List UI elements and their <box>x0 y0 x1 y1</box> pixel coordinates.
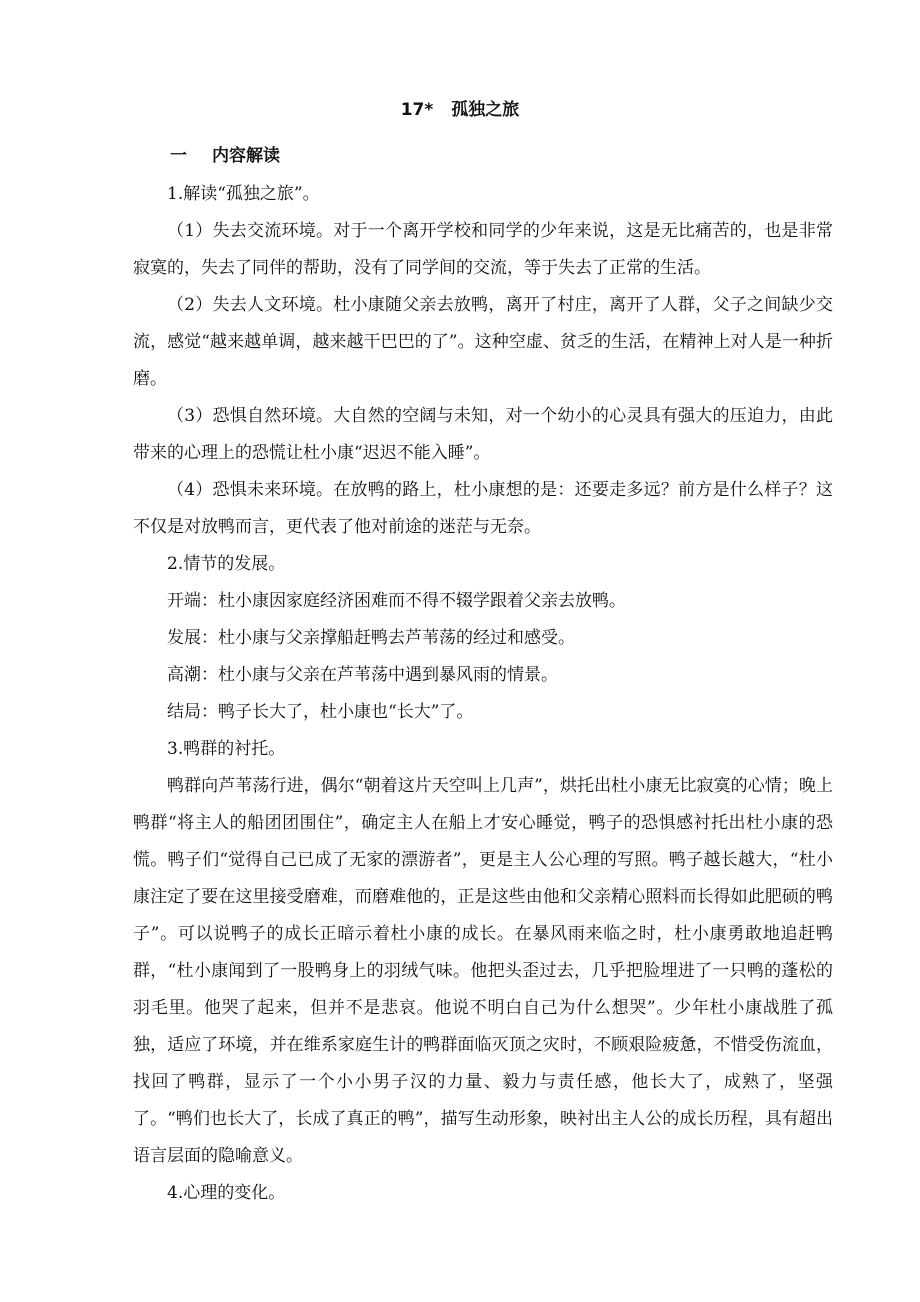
section-heading <box>170 141 280 166</box>
page-title <box>0 95 920 120</box>
paragraph-ducks: 鸭群向芦苇荡行进，偶尔“朝着这片天空叫上几声”，烘托出杜小康无比寂寞的心情；晚上鸭群“将主人的船团团围住”，确定主人在船上才安心睡觉，鸭子的恐惧感衬托出杜小康的恐慌。鸭子们“觉得自己已成了无家的漂游者”，更是主人公心理的写照。鸭子越长越大，“杜小康注定了要在这里接受磨难，而磨难他的，正是这些由他和父亲精心照料而长得如此肥硕的鸭子”。可以说鸭子的成长正暗示着杜小康的成长。在暴风雨来临之时，杜小康勇敢地追赶鸭群，“杜小康闻到了一股鸭身上的羽绒气味。他把头歪过去，几乎把脸埋进了一只鸭的蓬松的羽毛里。他哭了起来，但并不是悲哀。他说不明白自己为什么想哭”。少年杜小康战胜了孤独，适应了环境，并在维系家庭生计的鸭群面临灭顶之灾时，不顾艰险疲惫，不惜受伤流血，找回了鸭群，显示了一个小小男子汉的力量、毅力与责任感，他长大了，成熟了，坚强了。“鸭们也长大了，长成了真正的鸭”，描写生动形象，映衬出主人公的成长历程，具有超出语言层面的隐喻意义。 <box>133 776 833 1166</box>
paragraph-point-2: （2）失去人文环境。杜小康随父亲去放鸭，离开了村庄，离开了人群，父子之间缺少交流，感觉“越来越单调，越来越干巴巴的了”。这种空虚、贫乏的生活，在精神上对人是一种折磨。 <box>133 295 833 389</box>
section-title: 内容解读 <box>212 146 280 166</box>
plot-development: 发展：杜小康与父亲撑船赶鸭去芦苇荡的经过和感受。 <box>167 628 575 648</box>
paragraph-point-4: （4）恐惧未来环境。在放鸭的路上，杜小康想的是：还要走多远？前方是什么样子？这不仅是对放鸭而言，更代表了他对前途的迷茫与无奈。 <box>133 480 833 537</box>
document-body <box>133 176 833 1212</box>
lesson-number: 17* <box>400 100 434 120</box>
plot-ending: 结局：鸭子长大了，杜小康也“长大”了。 <box>167 702 474 722</box>
paragraph-point-3: （3）恐惧自然环境。大自然的空阔与未知，对一个幼小的心灵具有强大的压迫力，由此带来的心理上的恐慌让杜小康“迟迟不能入睡”。 <box>133 406 833 463</box>
heading-2-plot: 2.情节的发展。 <box>167 554 286 574</box>
heading-4-psychology: 4.心理的变化。 <box>167 1183 286 1203</box>
paragraph-point-1: （1）失去交流环境。对于一个离开学校和同学的少年来说，这是无比痛苦的，也是非常寂寞的，失去了同伴的帮助，没有了同学间的交流，等于失去了正常的生活。 <box>133 221 833 278</box>
lesson-title: 孤独之旅 <box>451 100 520 120</box>
section-number: 一 <box>170 146 187 166</box>
heading-1-interpretation: 1.解读“孤独之旅”。 <box>167 184 320 204</box>
heading-3-ducks: 3.鸭群的衬托。 <box>167 739 286 759</box>
plot-climax: 高潮：杜小康与父亲在芦苇荡中遇到暴风雨的情景。 <box>167 665 558 685</box>
plot-beginning: 开端：杜小康因家庭经济困难而不得不辍学跟着父亲去放鸭。 <box>167 591 626 611</box>
